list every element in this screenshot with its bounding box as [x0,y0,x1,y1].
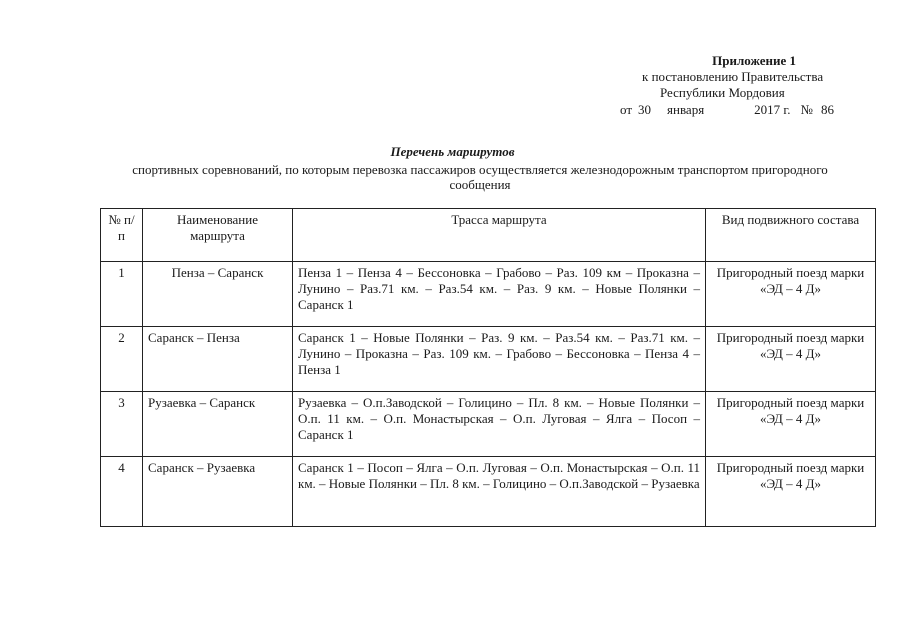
appendix-date-line [620,101,880,118]
decree-number: 86 [820,102,834,117]
row-number: 3 [101,392,143,457]
date-year: 2017 г. [754,102,791,117]
header-route-track: Трасса маршрута [293,209,706,262]
row-route-name: Пенза – Саранск [143,262,293,327]
document-subtitle: спортивных соревнований, по которым перевозка пассажиров осуществляется железнодорожным транспортом пригородного сообщения [132,162,828,192]
row-number: 2 [101,327,143,392]
routes-table [100,208,876,527]
row-vehicle-type: Пригородный поезд марки «ЭД – 4 Д» [706,327,876,392]
row-vehicle-type: Пригородный поезд марки «ЭД – 4 Д» [706,392,876,457]
header-vehicle-type: Вид подвижного состава [706,209,876,262]
row-route-track: Рузаевка – О.п.Заводской – Голицино – Пл. 8 км. – Новые Полянки – О.п. 11 км. – О.п. Монастырская – О.п. Луговая – Ялга – Посоп – Саранск 1 [293,392,706,457]
appendix-header [620,52,880,118]
table-header-row [101,209,876,262]
number-sign: № [800,102,813,117]
row-vehicle-type: Пригородный поезд марки «ЭД – 4 Д» [706,457,876,527]
row-route-name: Рузаевка – Саранск [143,392,293,457]
table-row [101,327,876,392]
row-number: 1 [101,262,143,327]
row-route-name: Саранск – Пенза [143,327,293,392]
row-route-track: Саранск 1 – Посоп – Ялга – О.п. Луговая – О.п. Монастырская – О.п. 11 км. – Новые Полянки – Пл. 8 км. – Голицино – О.п.Заводской – Рузаевка [293,457,706,527]
table-row [101,262,876,327]
row-vehicle-type: Пригородный поезд марки «ЭД – 4 Д» [706,262,876,327]
header-number: № п/п [101,209,143,262]
header-route-name: Наименование маршрута [143,209,293,262]
row-route-track: Пенза 1 – Пенза 4 – Бессоновка – Грабово – Раз. 109 км – Проказна – Лунино – Раз.71 км. – Раз.54 км. – Раз. 9 км. – Новые Полянки – Саранск 1 [293,262,706,327]
table-row [101,392,876,457]
appendix-government-line: Республики Мордовия [660,85,785,100]
appendix-title: Приложение 1 [712,53,796,68]
table-row [101,457,876,527]
document-title: Перечень маршрутов [390,144,515,159]
date-prefix: от [620,102,633,117]
row-route-track: Саранск 1 – Новые Полянки – Раз. 9 км. – Раз.54 км. – Раз.71 км. – Лунино – Проказна – Раз. 109 км. – Грабово – Бессоновка – Пенза 4 – Пенза 1 [293,327,706,392]
date-day: 30 [638,102,652,117]
row-route-name: Саранск – Рузаевка [143,457,293,527]
row-number: 4 [101,457,143,527]
appendix-decree-line: к постановлению Правительства [642,69,824,84]
date-month: января [667,102,705,117]
